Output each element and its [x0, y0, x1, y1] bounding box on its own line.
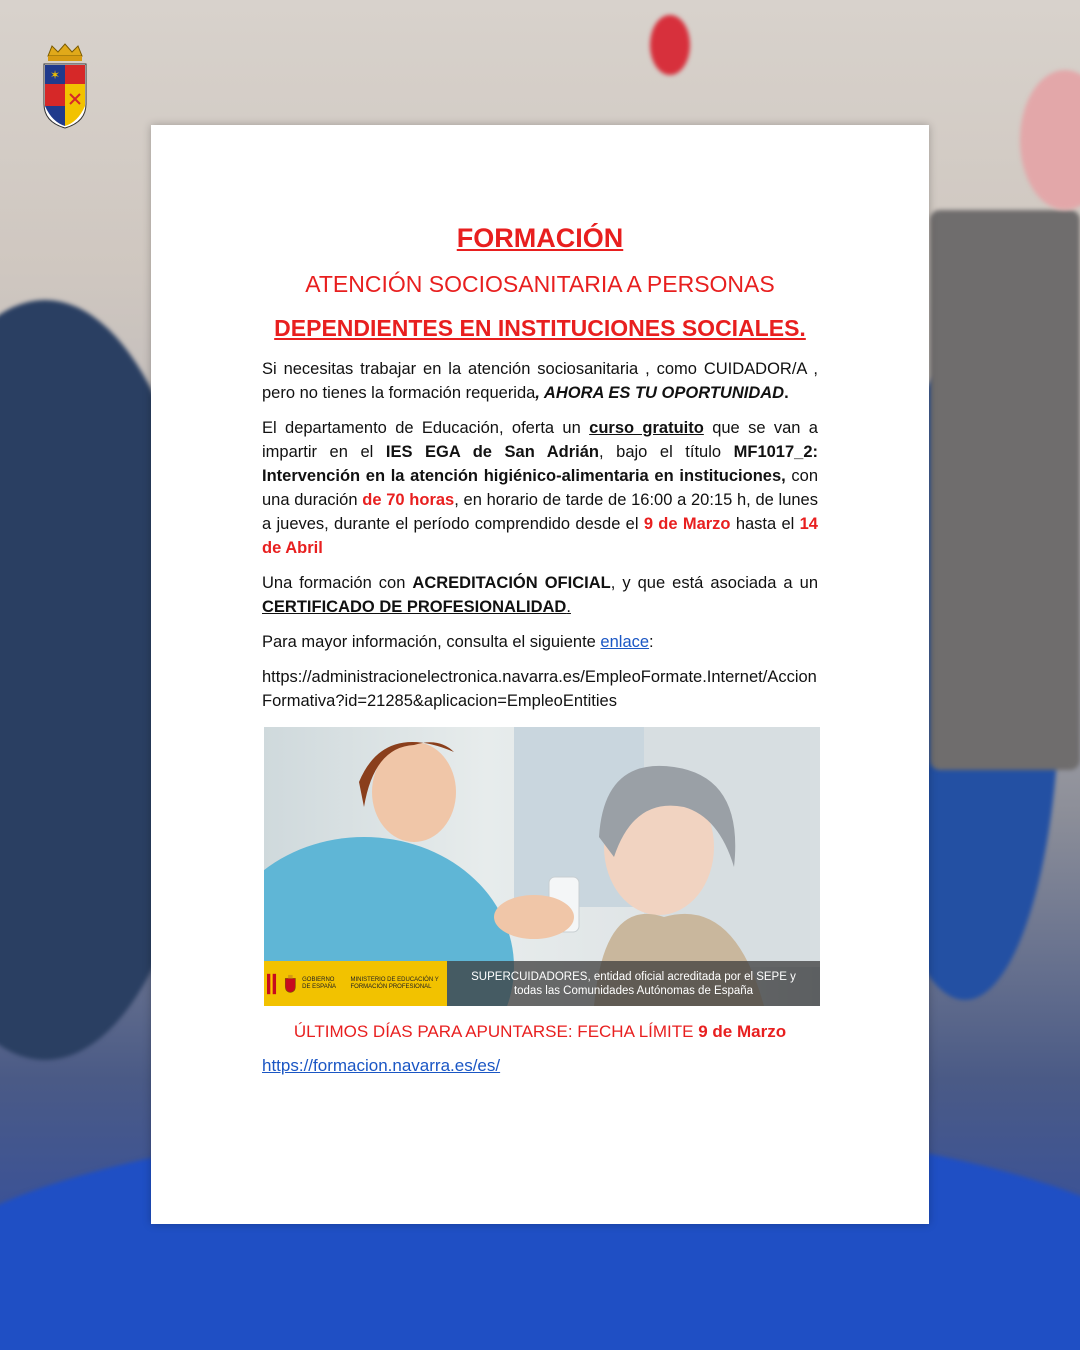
course-text-1: El departamento de Educación, oferta un [262, 419, 590, 437]
document-content [262, 221, 818, 1078]
course-text-6: hasta el [730, 515, 800, 533]
intro-paragraph [262, 357, 818, 405]
intro-end: . [784, 384, 789, 402]
document-page [151, 125, 929, 1224]
bg-towels [1020, 70, 1080, 210]
bg-garment [930, 210, 1080, 770]
more-info-link[interactable]: enlace [600, 633, 650, 651]
accreditation-paragraph [262, 571, 818, 619]
course-text-5: , en horario de tarde de 16:00 a 20:15 h, de lunes a jueves, durante el período comprendido desde el [262, 491, 818, 533]
document-title: FORMACIÓN [456, 223, 624, 253]
info-text: Para mayor información, consulta el siguiente [262, 633, 601, 651]
accred-text-1: Una formación con [262, 574, 413, 592]
course-hours: de 70 horas [362, 491, 455, 509]
end-date: 14 de Abril [262, 515, 818, 557]
intro-text: Si necesitas trabajar en la atención sociosanitaria , como CUIDADOR/A , pero no tienes la formación requerida [262, 360, 818, 402]
deadline-notice [262, 1020, 818, 1044]
course-paragraph [262, 416, 818, 560]
ministry-label: MINISTERIO DE EDUCACIÓN Y FORMACIÓN PROFESIONAL [350, 976, 439, 990]
start-date: 9 de Marzo [643, 515, 731, 533]
caregiver-photo [264, 727, 820, 1006]
coat-of-arms-icon [283, 968, 298, 1000]
municipal-crest-icon [40, 42, 90, 132]
official-accreditation: ACREDITACIÓN OFICIAL [412, 574, 611, 592]
spain-flag-icon [267, 966, 279, 1002]
course-text-2: que se van a impartir en el [262, 419, 818, 461]
image-caption: SUPERCUIDADORES, entidad oficial acreditada por el SEPE y todas las Comunidades Autónomas de España [447, 961, 820, 1006]
svg-text:✶: ✶ [49, 68, 61, 82]
school-name: IES EGA de San Adrián [385, 443, 599, 461]
government-logo [264, 961, 447, 1006]
info-paragraph [262, 630, 818, 654]
document-subtitle-bold: DEPENDIENTES EN INSTITUCIONES SOCIALES. [274, 315, 806, 341]
gov-label: GOBIERNO DE ESPAÑA [302, 976, 337, 990]
accred-text-2: , y que está asociada a un [610, 574, 818, 592]
registration-link[interactable]: https://formacion.navarra.es/es/ [262, 1056, 501, 1075]
module-title: MF1017_2: Intervención en la atención higiénico-alimentaria en instituciones, [262, 443, 819, 485]
course-url-text: https://administracionelectronica.navarra.es/EmpleoFormate.Internet/AccionFormativa?id=21285&aplicacion=EmpleoEntities [262, 668, 817, 710]
course-text-3: , bajo el título [599, 443, 734, 461]
certificate-text: CERTIFICADO DE PROFESIONALIDAD [262, 598, 567, 616]
document-subtitle: ATENCIÓN SOCIOSANITARIA A PERSONAS [305, 271, 775, 297]
free-course-text: curso gratuito [589, 419, 704, 437]
bg-red-object [650, 15, 690, 75]
sponsor-bar [264, 961, 820, 1006]
opportunity-text: , AHORA ES TU OPORTUNIDAD [535, 384, 785, 402]
deadline-text: ÚLTIMOS DÍAS PARA APUNTARSE: FECHA LÍMITE [293, 1022, 699, 1041]
course-text-4: con una duración [262, 467, 819, 509]
accred-text-3: . [566, 598, 571, 616]
deadline-date: 9 de Marzo [698, 1022, 787, 1041]
info-colon: : [649, 633, 654, 651]
